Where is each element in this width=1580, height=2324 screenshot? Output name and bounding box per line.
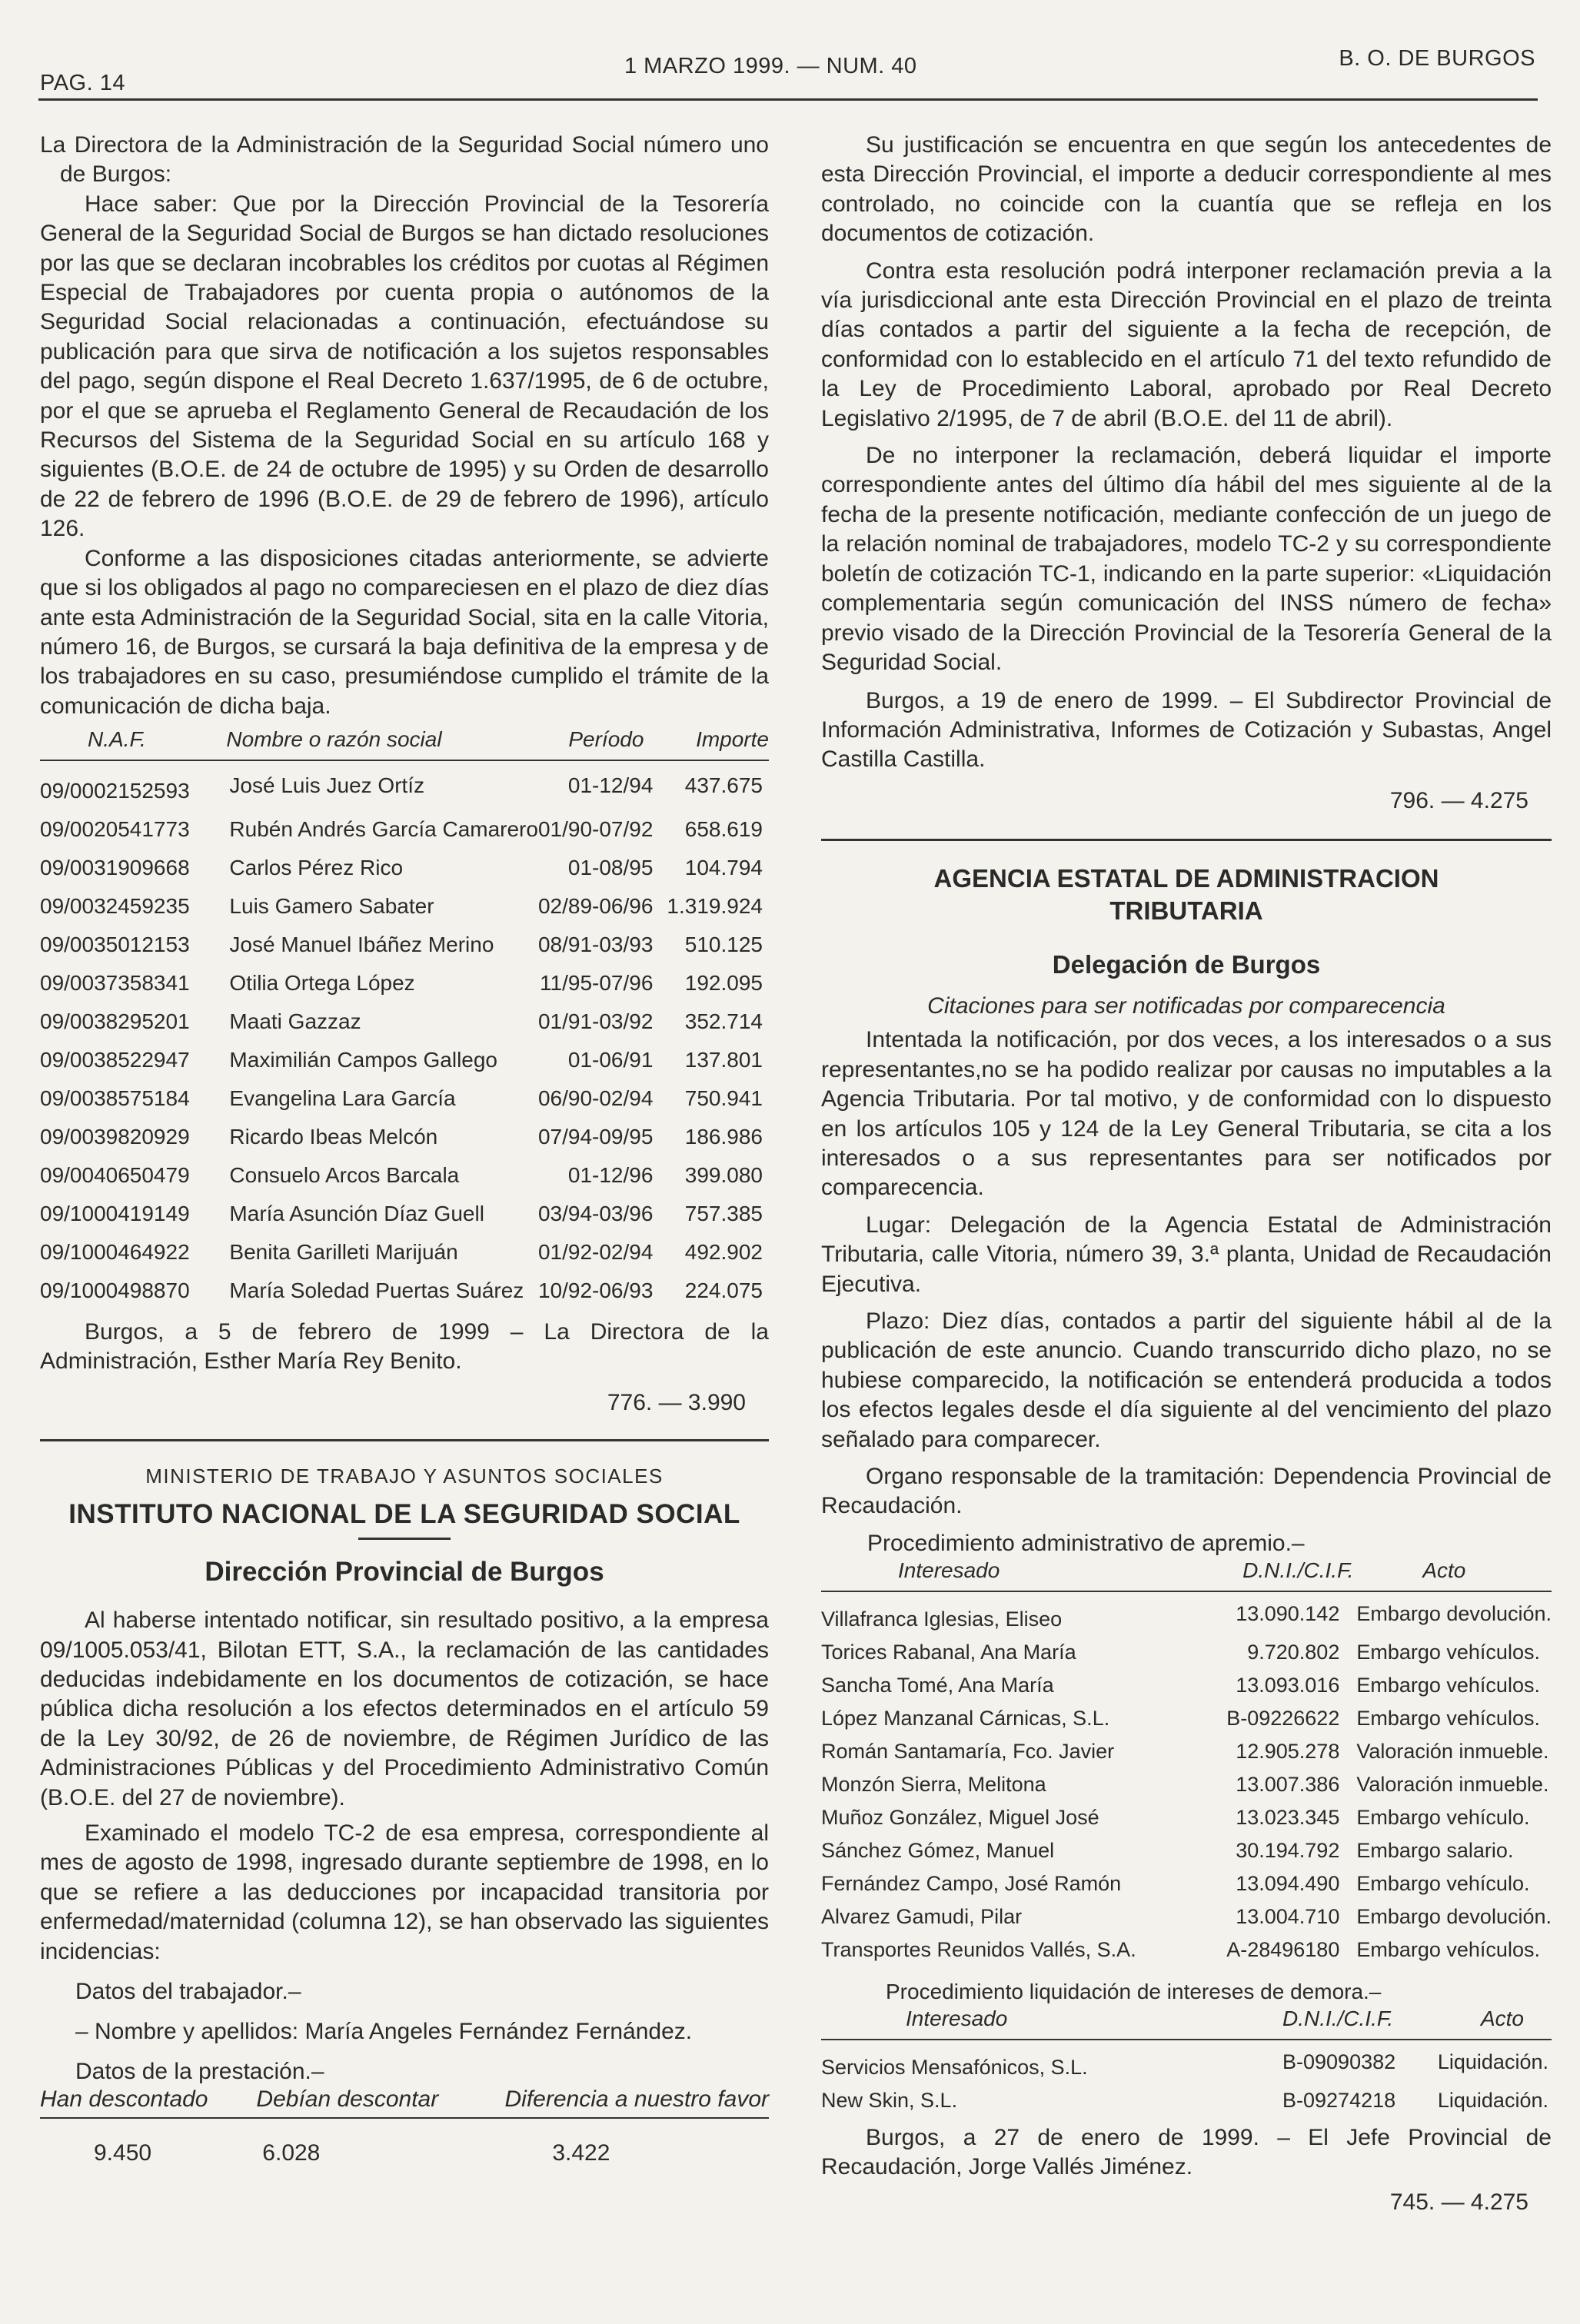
table-row [40, 1272, 769, 1310]
naf-cell: 09/0038295201 [40, 1009, 190, 1034]
period-cell: 07/94-09/95 [537, 1125, 654, 1149]
name-cell: María Soledad Puertas Suárez [229, 1278, 524, 1303]
act-cell: Valoración inmueble. [1356, 1739, 1549, 1763]
naf-cell: 09/0039820929 [40, 1125, 190, 1149]
table-row [821, 1735, 1552, 1768]
col-should-discount: Debían descontar [256, 2086, 439, 2112]
name-cell: Benita Garilleti Marijuán [229, 1240, 458, 1265]
table-row [40, 1002, 769, 1041]
act-cell: Liquidación. [1437, 2050, 1548, 2073]
value-should-discount: 6.028 [262, 2140, 321, 2166]
period-cell: 10/92-06/93 [537, 1278, 654, 1303]
name-cell: Carlos Pérez Rico [229, 856, 404, 880]
dni-cell: 13.004.710 [1236, 1904, 1340, 1928]
section-divider-1 [40, 1439, 769, 1441]
name-cell: Maximilián Campos Gallego [229, 1048, 497, 1072]
dni-cell: 12.905.278 [1236, 1739, 1340, 1763]
period-cell: 03/94-03/96 [537, 1202, 654, 1226]
col-dni-2: D.N.I./C.I.F. [1282, 2006, 1394, 2030]
act-cell: Liquidación. [1437, 2088, 1548, 2112]
col-interested-2: Interesado [906, 2006, 1008, 2030]
interested-cell: Monzón Sierra, Melitona [821, 1772, 1046, 1796]
dni-cell: 13.094.490 [1236, 1871, 1340, 1895]
header-rule [38, 98, 1538, 101]
table-row [40, 1156, 769, 1195]
dni-cell: 9.720.802 [1247, 1640, 1340, 1664]
amount-cell: 137.801 [684, 1048, 763, 1072]
amount-cell: 492.902 [684, 1240, 763, 1265]
col-dni: D.N.I./C.I.F. [1242, 1558, 1354, 1582]
act-cell: Embargo vehículos. [1356, 1673, 1540, 1697]
amount-cell: 399.080 [684, 1163, 763, 1188]
right-paragraph-7: Organo responsable de la tramitación: Dependencia Provincial de Recaudación. [821, 1464, 1552, 1519]
interested-cell: Torices Rabanal, Ana María [821, 1640, 1076, 1664]
table-row [40, 810, 769, 849]
amount-cell: 224.075 [684, 1278, 763, 1303]
deduction-table [40, 2086, 769, 2166]
interested-cell: Sánchez Gómez, Manuel [821, 1838, 1055, 1862]
naf-cell: 09/1000419149 [40, 1202, 190, 1226]
interested-cell: Fernández Campo, José Ramón [821, 1871, 1122, 1895]
name-cell: José Luis Juez Ortíz [229, 773, 425, 798]
period-cell: 01-06/91 [567, 1048, 654, 1072]
reference-2: 796. — 4.275 [1389, 788, 1528, 814]
interested-cell: Servicios Mensafónicos, S.L. [821, 2055, 1088, 2079]
naf-cell: 09/0040650479 [40, 1163, 190, 1188]
col-name: Nombre o razón social [226, 727, 442, 752]
delegation-title-left: Dirección Provincial de Burgos [205, 1557, 604, 1588]
right-paragraph-4: Intentada la notificación, por dos veces, a los interesados o a sus representantes,no se ha podido realizar por causas no imputables a la Agencia Tributaria. Por tal motivo, y de conformidad con lo dispuesto en los artículos 105 y 124 de la Ley General Tributaria, se cita a los interesados o a sus representantes para ser notificados por comparecencia. [821, 1027, 1552, 1201]
name-cell: Maati Gazzaz [229, 1009, 361, 1034]
table-row [40, 1195, 769, 1233]
deduction-header-row [40, 2086, 769, 2118]
issue-date: 1 MARZO 1999. — NUM. 40 [624, 54, 917, 78]
amount-cell: 1.319.924 [667, 894, 763, 919]
naf-cell: 09/0031909668 [40, 856, 190, 880]
naf-cell: 09/0035012153 [40, 933, 190, 957]
interested-cell: Sancha Tomé, Ana María [821, 1673, 1054, 1697]
col-naf: N.A.F. [88, 727, 146, 752]
interested-cell: Muñoz González, Miguel José [821, 1805, 1099, 1829]
right-paragraph-3: De no interponer la reclamación, deberá liquidar el importe correspondiente antes del último día hábil del mes siguiente al de la fecha de la presente notificación, mediante confección de un juego de la relación nominal de trabajadores, modelo TC-2 y su correspondiente boletín de cotización TC-1, indicando en la parte superior: «Liquidación complementaria según comunicación del INSS número de fecha» previo visado de la Dirección Provincial de la Tesorería General de la Seguridad Social. [821, 443, 1552, 675]
citations-subtitle: Citaciones para ser notificadas por comparecencia [927, 993, 1445, 1019]
period-cell: 01/91-03/92 [537, 1009, 654, 1034]
name-cell: Ricardo Ibeas Melcón [229, 1125, 438, 1149]
signature-3: Burgos, a 27 de enero de 1999. – El Jefe Provincial de Recaudación, Jorge Vallés Jiménez. [821, 2124, 1552, 2179]
col-interested: Interesado [898, 1558, 1000, 1582]
section-divider-2 [821, 839, 1552, 841]
notice-paragraph-1: Hace saber: Que por la Dirección Provincial de la Tesorería General de la Seguridad Social de Burgos se han dictado resoluciones por las que se declaran incobrables los créditos por cuotas al Régimen Especial de Trabajadores por cuenta propia o autónomos de la Seguridad Social relacionadas a continuación, efectuándose su publicación para que sirva de notificación a los sujetos responsables del pago, según dispone el Real Decreto 1.637/1995, de 6 de octubre, por el que se aprueba el Reglamento General de Recaudación de los Recursos del Sistema de la Seguridad Social en su artículo 168 y siguientes (B.O.E. de 24 de octubre de 1995) y su Orden de desarrollo de 22 de febrero de 1996 (B.O.E. de 29 de febrero de 1996), artículo 126. [40, 191, 769, 542]
naf-cell: 09/0038522947 [40, 1048, 190, 1072]
dni-cell: 13.023.345 [1236, 1805, 1340, 1829]
notice-paragraph-2: Conforme a las disposiciones citadas anteriormente, se advierte que si los obligados al pago no compareciesen en el plazo de diez días ante esta Administración de la Seguridad Social, sita en la calle Vitoria, número 16, de Burgos, se cursará la baja definitiva de la empresa y de los trabajadores en su caso, presumiéndose cumplido el trámite de la comunicación de dicha baja. [40, 545, 769, 719]
dni-cell: B-09274218 [1282, 2088, 1396, 2112]
right-paragraph-6: Plazo: Diez días, contados a partir del siguiente hábil al de la publicación de este anuncio. Cuando transcurrido dicho plazo, no se hubiese comparecido, la notificación se entenderá producida a todos los efectos legales desde el día siguiente al del vencimiento del plazo señalado para comparecer. [821, 1308, 1552, 1452]
amount-cell: 437.675 [684, 773, 763, 798]
left-column [40, 131, 769, 2166]
name-cell: Rubén Andrés García Camarero [229, 817, 538, 842]
procedure-1-title: Procedimiento administrativo de apremio.– [867, 1530, 1305, 1556]
col-act: Acto [1422, 1558, 1466, 1582]
page-number: PAG. 14 [40, 71, 125, 95]
ministry-name: MINISTERIO DE TRABAJO Y ASUNTOS SOCIALES [145, 1465, 664, 1488]
name-cell: María Asunción Díaz Guell [229, 1202, 484, 1226]
benefit-label: Datos de la prestación.– [75, 2059, 324, 2084]
name-cell: Consuelo Arcos Barcala [229, 1163, 460, 1188]
right-paragraph-5: Lugar: Delegación de la Agencia Estatal de Administración Tributaria, calle Vitoria, número 39, 3.ª planta, Unidad de Recaudación Ejecutiva. [821, 1212, 1552, 1297]
naf-cell: 09/1000464922 [40, 1240, 190, 1265]
naf-cell: 09/0038575184 [40, 1086, 190, 1111]
table-row [40, 849, 769, 887]
table-row [821, 2084, 1552, 2117]
amount-cell: 186.986 [684, 1125, 763, 1149]
table-row [821, 1801, 1552, 1834]
amount-cell: 510.125 [684, 933, 763, 957]
act-cell: Embargo vehículos. [1356, 1937, 1540, 1961]
worker-name: – Nombre y apellidos: María Angeles Fernández Fernández. [75, 2019, 693, 2044]
act-cell: Embargo devolución. [1356, 1601, 1552, 1625]
value-difference: 3.422 [552, 2140, 610, 2166]
amount-cell: 658.619 [684, 817, 763, 842]
notice-paragraph-3: Al haberse intentado notificar, sin resultado positivo, a la empresa 09/1005.053/41, Bilotan ETT, S.A., la reclamación de las cantidades deducidas indebidamente en los documentos de cotización, se hace pública dicha resolución a los efectos determinados en el artículo 59 de la Ley 30/92, de 26 de noviembre, de Régimen Jurídico de las Administraciones Públicas y del Procedimiento Administrativo Común (B.O.E. del 27 de noviembre). [40, 1608, 769, 1810]
intro-text: La Directora de la Administración de la Seguridad Social número uno de Burgos: [40, 132, 769, 188]
table-row [821, 1867, 1552, 1900]
dni-cell: 13.090.142 [1236, 1601, 1340, 1625]
name-cell: Evangelina Lara García [229, 1086, 456, 1111]
table-row [40, 964, 769, 1002]
amount-cell: 757.385 [684, 1202, 763, 1226]
act-cell: Embargo vehículos. [1356, 1640, 1540, 1664]
period-cell: 01-12/94 [567, 773, 654, 798]
amount-cell: 352.714 [684, 1009, 763, 1034]
signature-2: Burgos, a 19 de enero de 1999. – El Subdirector Provincial de Información Administrativa, Informes de Cotización y Subastas, Angel Castilla Castilla. [821, 688, 1552, 773]
procedure-2-title: Procedimiento liquidación de intereses de demora.– [886, 1979, 1382, 2003]
table-row [821, 1933, 1552, 1967]
naf-cell: 09/0002152593 [40, 779, 190, 803]
table-row [40, 760, 769, 810]
table-row [821, 1900, 1552, 1933]
short-rule [358, 1538, 451, 1540]
value-discounted: 9.450 [94, 2140, 152, 2166]
delegation-title-right: Delegación de Burgos [1052, 950, 1321, 979]
interested-cell: Román Santamaría, Fco. Javier [821, 1739, 1115, 1763]
period-cell: 08/91-03/93 [537, 933, 654, 957]
name-cell: Otilia Ortega López [229, 971, 415, 996]
act-cell: Embargo vehículos. [1356, 1706, 1540, 1730]
period-cell: 01-12/96 [567, 1163, 654, 1188]
amount-cell: 192.095 [684, 971, 763, 996]
table-row [821, 1768, 1552, 1801]
table-row [821, 1834, 1552, 1867]
naf-cell: 09/1000498870 [40, 1278, 190, 1303]
act-cell: Embargo vehículo. [1356, 1805, 1530, 1829]
dni-cell: 30.194.792 [1236, 1838, 1340, 1862]
deduction-values-row [40, 2118, 769, 2166]
interested-cell: Alvarez Gamudi, Pilar [821, 1904, 1023, 1928]
right-paragraph-1: Su justificación se encuentra en que según los antecedentes de esta Dirección Provincial, el importe a deducir correspondiente al mes controlado, no coincide con la cuantía que se refleja en los documentos de cotización. [821, 132, 1552, 247]
table-row [821, 2040, 1552, 2084]
dni-cell: 13.093.016 [1236, 1673, 1340, 1697]
dni-cell: B-09090382 [1282, 2050, 1396, 2073]
notice-paragraph-4: Examinado el modelo TC-2 de esa empresa, correspondiente al mes de agosto de 1998, ingresado durante septiembre de 1998, en lo que se refiere a las deducciones por incapacidad transitoria por enfermedad/maternidad (columna 12), se han observado las siguientes incidencias: [40, 1820, 769, 1964]
period-cell: 02/89-06/96 [537, 894, 654, 919]
table-row [40, 1041, 769, 1079]
amount-cell: 750.941 [684, 1086, 763, 1111]
act-cell: Valoración inmueble. [1356, 1772, 1549, 1796]
uncollectible-credits-table [40, 724, 769, 1310]
table-row [821, 1669, 1552, 1702]
naf-cell: 09/0037358341 [40, 971, 190, 996]
signature-1: Burgos, a 5 de febrero de 1999 – La Directora de la Administración, Esther María Rey Benito. [40, 1319, 769, 1375]
interested-cell: New Skin, S.L. [821, 2088, 958, 2112]
right-paragraph-2: Contra esta resolución podrá interponer reclamación previa a la vía jurisdiccional ante esta Dirección Provincial en el plazo de treinta días contados a partir del siguiente a la fecha de recepción, de conformidad con lo establecido en el artículo 71 del texto refundido de la Ley de Procedimiento Laboral, aprobado por Real Decreto Legislativo 2/1995, de 7 de abril (B.O.E. del 11 de abril). [821, 258, 1552, 431]
act-cell: Embargo vehículo. [1356, 1871, 1530, 1895]
seizure-header-row [821, 1558, 1552, 1591]
table-row [40, 926, 769, 964]
col-discounted: Han descontado [40, 2086, 208, 2112]
act-cell: Embargo devolución. [1356, 1904, 1552, 1928]
agency-name: AGENCIA ESTATAL DE ADMINISTRACION TRIBUTARIA [933, 864, 1439, 926]
interested-cell: Transportes Reunidos Vallés, S.A. [821, 1937, 1136, 1961]
table-row [821, 1591, 1552, 1636]
reference-3: 745. — 4.275 [1389, 2189, 1528, 2215]
interest-header-row [821, 2006, 1552, 2040]
name-cell: José Manuel Ibáñez Merino [229, 933, 494, 957]
naf-cell: 09/0032459235 [40, 894, 190, 919]
name-cell: Luis Gamero Sabater [229, 894, 434, 919]
dni-cell: 13.007.386 [1236, 1772, 1340, 1796]
naf-cell: 09/0020541773 [40, 817, 190, 842]
table-row [40, 1118, 769, 1156]
act-cell: Embargo salario. [1356, 1838, 1514, 1862]
journal-name: B. O. DE BURGOS [1339, 46, 1535, 71]
right-column [821, 131, 1552, 2216]
period-cell: 06/90-02/94 [537, 1086, 654, 1111]
amount-cell: 104.794 [684, 856, 763, 880]
table-row [40, 887, 769, 926]
col-amount: Importe [696, 727, 769, 752]
period-cell: 01/90-07/92 [537, 817, 654, 842]
institute-name: INSTITUTO NACIONAL DE LA SEGURIDAD SOCIAL [68, 1499, 740, 1530]
seizure-table [821, 1558, 1552, 1967]
table-row [40, 1233, 769, 1272]
table-header-row [40, 724, 769, 760]
col-act-2: Acto [1480, 2006, 1524, 2030]
interested-cell: López Manzanal Cárnicas, S.L. [821, 1706, 1110, 1730]
reference-1: 776. — 3.990 [607, 1390, 746, 1416]
table-row [821, 1636, 1552, 1669]
col-difference: Diferencia a nuestro favor [504, 2086, 769, 2112]
interested-cell: Villafranca Iglesias, Eliseo [821, 1607, 1063, 1631]
table-row [821, 1702, 1552, 1735]
worker-label: Datos del trabajador.– [75, 1979, 301, 2004]
col-period: Período [568, 727, 644, 752]
table-row [40, 1079, 769, 1118]
period-cell: 01/92-02/94 [537, 1240, 654, 1265]
dni-cell: A-28496180 [1226, 1937, 1340, 1961]
period-cell: 01-08/95 [567, 856, 654, 880]
dni-cell: B-09226622 [1226, 1706, 1340, 1730]
period-cell: 11/95-07/96 [540, 971, 654, 996]
interest-table [821, 2006, 1552, 2117]
